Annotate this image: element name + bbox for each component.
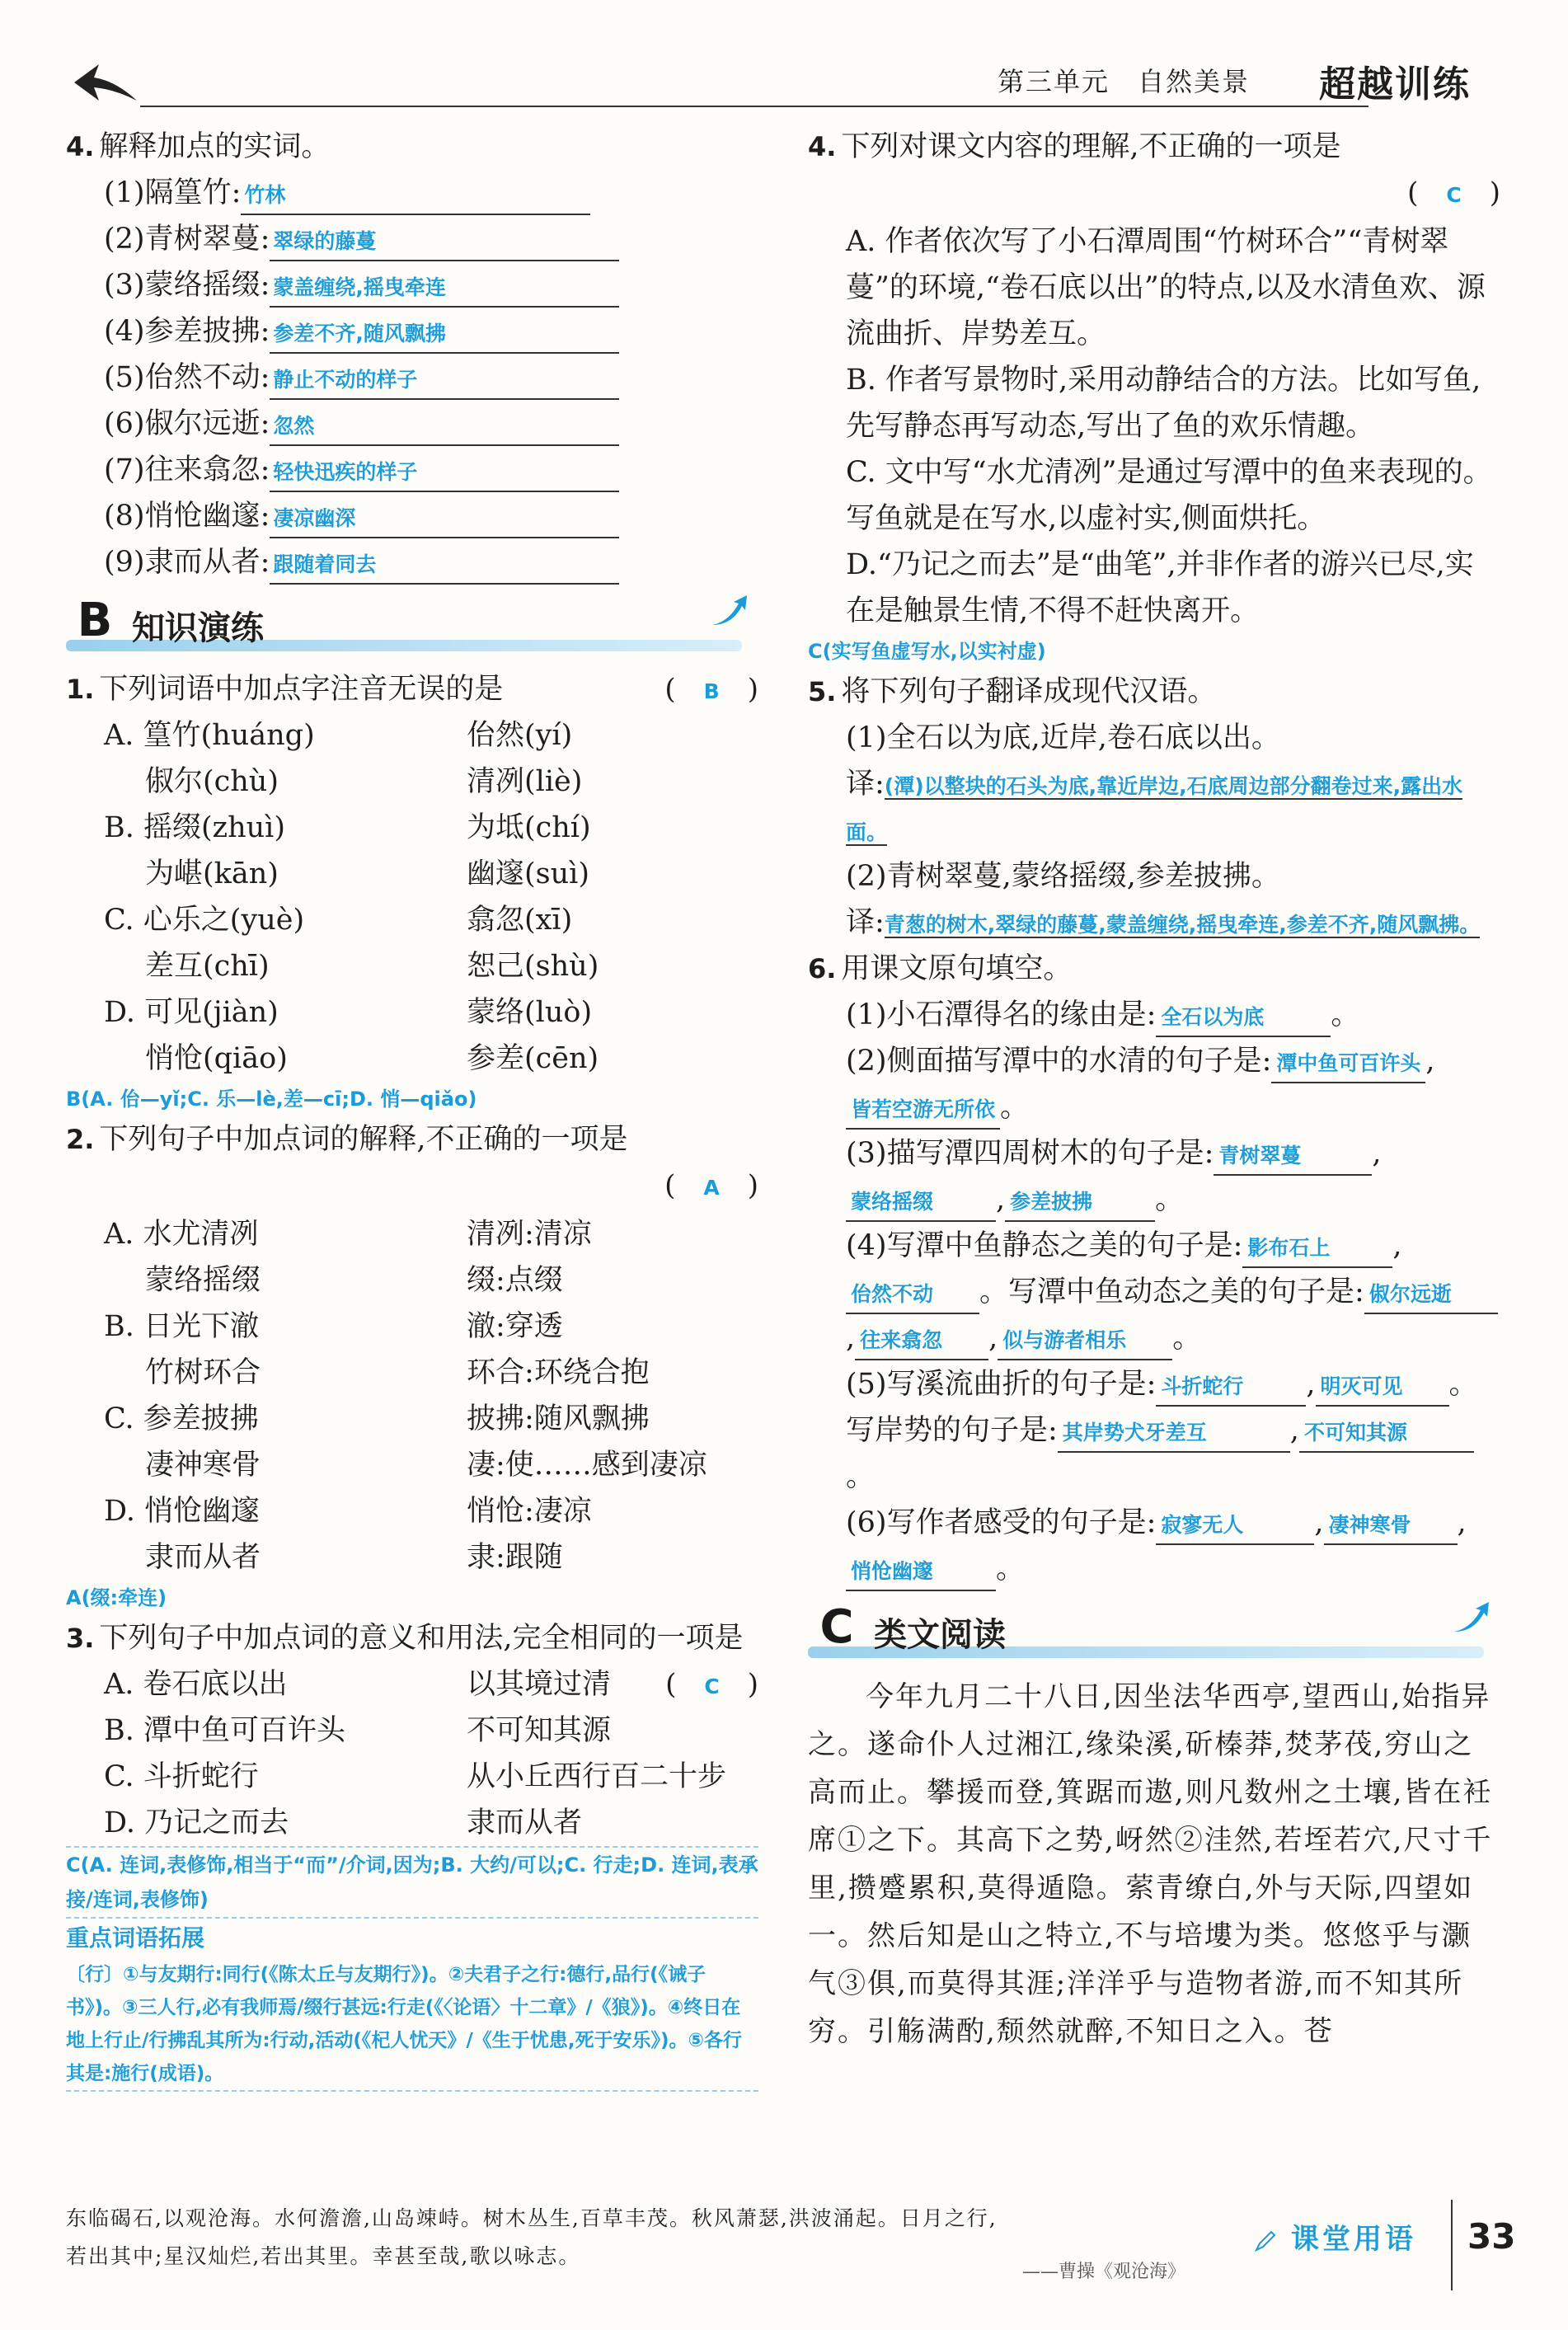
section-title: 超越训练 xyxy=(1319,63,1471,106)
explanation-item xyxy=(66,170,758,216)
question-stem: 下列句子中加点词的解释,不正确的一项是 xyxy=(99,1123,628,1156)
translation-answer-line xyxy=(808,761,1500,853)
option-row xyxy=(66,1350,758,1396)
item-answer: 蒙盖缠绕,摇曳牵连 xyxy=(270,270,619,308)
pen-icon xyxy=(1253,2229,1278,2253)
fill-answer: 俶尔远逝 xyxy=(1364,1276,1498,1314)
option-right: 从小丘西行百二十步 xyxy=(467,1760,727,1793)
footer-label-text: 课堂用语 xyxy=(1290,2223,1416,2256)
reading-passage: 今年九月二十八日,因坐法华西亭,望西山,始指异之。遂命仆人过湘江,缘染溪,斫榛莽,焚茅茷,穷山之高而止。攀援而登,箕踞而遨,则凡数州之土壤,皆在衽席①之下。其高下之势,岈然②洼然,若垤若穴,尺寸千里,攒蹙累积,莫得遁隐。萦青缭白,外与天际,四望如一。然后知是山之特立,不与培塿为类。悠悠乎与灏气③俱,而莫得其涯;洋洋乎与造物者游,而不知其所穷。引觞满酌,颓然就醉,不知日之入。苍 xyxy=(808,1680,1493,2048)
question-number: 4. xyxy=(808,131,837,162)
explanation-item xyxy=(66,262,758,308)
swoosh-arrow-icon xyxy=(1451,1599,1492,1638)
option-right: 蒙络(luò) xyxy=(467,996,593,1029)
page-footer xyxy=(66,2200,1516,2299)
option-row xyxy=(66,851,758,897)
fill-prompt: (6)写作者感受的句子是: xyxy=(846,1506,1157,1539)
item-answer: 翠绿的藤蔓 xyxy=(270,223,619,261)
item-label: (3)蒙络摇缀: xyxy=(104,269,270,302)
option-right: 悄怆:凄凉 xyxy=(467,1495,592,1528)
section-letter: C xyxy=(819,1600,854,1654)
fill-answer: 青树翠蔓 xyxy=(1214,1138,1372,1176)
item-label: (5)佁然不动: xyxy=(104,361,270,394)
explanation-item xyxy=(66,447,758,493)
translation-answer: (潭)以整块的石头为底,靠近岸边,石底周边部分翻卷过来,露出水面。 xyxy=(846,774,1463,844)
option-left: 竹树环合 xyxy=(145,1356,261,1389)
fill-answer: 凄神寒骨 xyxy=(1324,1507,1458,1545)
section-b-header xyxy=(66,592,758,655)
option-left: D. 悄怆幽邃 xyxy=(104,1495,261,1528)
option-right: 为坻(chí) xyxy=(467,811,591,844)
option-row xyxy=(66,1442,758,1488)
option-item: D.“乃记之而去”是“曲笔”,并非作者的游兴已尽,实在是触景生情,不得不赶快离开。 xyxy=(846,548,1474,627)
page-header xyxy=(66,49,1500,115)
option-row xyxy=(66,1754,758,1800)
option-right: 不可知其源 xyxy=(467,1714,612,1747)
option-row xyxy=(66,943,758,989)
fill-answer: 悄怆幽邃 xyxy=(846,1553,996,1591)
footer-label xyxy=(1253,2216,1416,2257)
fill-answer: 皆若空游无所依 xyxy=(846,1092,1000,1130)
fill-prompt: (2)侧面描写潭中的水清的句子是: xyxy=(846,1045,1272,1078)
choice-answer: A xyxy=(703,1176,720,1200)
option-left: A. 卷石底以出 xyxy=(104,1668,288,1701)
option-item: B. 作者写景物时,采用动静结合的方法。比如写鱼,先写静态再写动态,写出了鱼的欢乐情趣。 xyxy=(846,364,1481,443)
swoosh-arrow-icon xyxy=(709,592,750,632)
item-answer: 竹林 xyxy=(241,177,590,215)
answer-note: C(实写鱼虚写水,以实衬虚) xyxy=(808,640,1046,663)
footer-divider xyxy=(1451,2200,1453,2290)
question-number: 5. xyxy=(808,676,837,707)
fill-answer: 全石以为底 xyxy=(1156,999,1331,1037)
poem-line: 若出其中;星汉灿烂,若出其里。幸甚至哉,歌以咏志。 xyxy=(66,2244,581,2268)
option-left: 为嵁(kān) xyxy=(145,857,279,890)
question-number: 6. xyxy=(808,953,837,984)
item-label: (2)青树翠蔓: xyxy=(104,223,270,256)
option-right: 佁然(yí) xyxy=(467,719,573,752)
option-row xyxy=(66,1036,758,1082)
translation-sentence: (2)青树翠蔓,蒙络摇缀,参差披拂。 xyxy=(846,860,1280,893)
option-left: B. 摇缀(zhuì) xyxy=(104,811,285,844)
fill-prompt: (3)描写潭四周树木的句子是: xyxy=(846,1137,1214,1170)
answer-bracket: ( A ) xyxy=(664,1169,758,1202)
header-rule xyxy=(140,106,1368,107)
option-row xyxy=(66,1800,758,1846)
option-row xyxy=(66,989,758,1036)
item-answer: 忽然 xyxy=(270,408,619,446)
choice-answer: B xyxy=(703,679,720,703)
item-label: (9)隶而从者: xyxy=(104,546,270,579)
item-label: (4)参差披拂: xyxy=(104,315,270,348)
question-4-left xyxy=(66,124,758,170)
answer-bracket: ( B ) xyxy=(664,673,758,706)
item-label: (6)俶尔远逝: xyxy=(104,407,270,440)
question-stem: 下列词语中加点字注音无误的是 xyxy=(99,673,504,706)
option-left: B. 潭中鱼可百许头 xyxy=(104,1714,345,1747)
answer-bracket: ( C ) xyxy=(665,1668,758,1701)
option-row xyxy=(66,1488,758,1534)
option-row xyxy=(66,1257,758,1304)
translation-answer: 青葱的树木,翠绿的藤蔓,蒙盖缠绕,摇曳牵连,参差不齐,随风飘拂。 xyxy=(884,913,1481,937)
option-left: A. 篁竹(huáng) xyxy=(104,719,315,752)
translation-prefix: 译: xyxy=(846,906,885,939)
unit-title: 第三单元 自然美景 xyxy=(998,66,1251,97)
back-arrow-icon xyxy=(66,58,140,107)
option-left: 蒙络摇缀 xyxy=(145,1264,261,1297)
fill-line-3: (3)描写潭四周树木的句子是: 青树翠蔓 ,蒙络摇缀 , 参差披拂 。 xyxy=(808,1130,1500,1223)
choice-answer: C xyxy=(1446,183,1462,207)
answer-note: B(A. 佁—yǐ;C. 乐—lè,差—cī;D. 悄—qiǎo) xyxy=(66,1087,477,1111)
question-stem: 下列句子中加点词的意义和用法,完全相同的一项是 xyxy=(99,1622,744,1655)
question-b1 xyxy=(66,666,758,712)
option-right: 翕忽(xī) xyxy=(467,904,573,937)
item-answer: 跟随着同去 xyxy=(270,547,619,585)
question-number: 2. xyxy=(66,1124,95,1155)
section-c-header xyxy=(808,1599,1500,1661)
fill-answer: 佁然不动 xyxy=(846,1276,979,1314)
fill-answer: 似与游者相乐 xyxy=(998,1322,1172,1360)
option-row xyxy=(66,1396,758,1442)
option-right: 清冽:清凉 xyxy=(467,1218,592,1251)
option-left: 凄神寒骨 xyxy=(145,1449,261,1482)
fill-answer: 明灭可见 xyxy=(1316,1369,1449,1407)
explanation-item xyxy=(66,493,758,539)
option-row xyxy=(66,1534,758,1581)
option-left: 差互(chī) xyxy=(145,950,270,983)
poem-author: ——曹操《观沧海》 xyxy=(1022,2262,1186,2282)
fill-answer: 往来翕忽 xyxy=(855,1322,988,1360)
question-stem: 将下列句子翻译成现代汉语。 xyxy=(841,675,1217,708)
option-grid xyxy=(66,1661,758,1846)
answer-note: C(A. 连词,表修饰,相当于“而”/介词,因为;B. 大约/可以;C. 行走;D. 连词,表承接/连词,表修饰) xyxy=(66,1846,758,1919)
fill-line-5: (5)写溪流曲折的句子是: 斗折蛇行 , 明灭可见 。写岸势的句子是: 其岸势犬牙差互 , 不可知其源。 xyxy=(846,1368,1478,1493)
option-row xyxy=(66,712,758,759)
option-right: 披拂:随风飘拂 xyxy=(467,1402,650,1435)
option-row xyxy=(66,805,758,851)
item-label: (8)悄怆幽邃: xyxy=(104,500,270,533)
option-right: 清冽(liè) xyxy=(467,765,583,798)
option-row xyxy=(66,1211,758,1257)
question-stem: 解释加点的实词。 xyxy=(99,130,331,163)
right-column xyxy=(808,124,1500,2055)
explanation-item xyxy=(66,308,758,355)
fill-answer: 寂寥无人 xyxy=(1156,1507,1314,1545)
option-left: C. 参差披拂 xyxy=(104,1402,259,1435)
question-stem: 下列对课文内容的理解,不正确的一项是 xyxy=(841,130,1341,163)
item-label: (7)往来翕忽: xyxy=(104,453,270,486)
fill-answer: 不可知其源 xyxy=(1299,1415,1474,1453)
option-left: C. 斗折蛇行 xyxy=(104,1760,259,1793)
item-answer: 参差不齐,随风飘拂 xyxy=(270,316,619,354)
question-stem: 用课文原句填空。 xyxy=(841,952,1073,985)
option-left: 俶尔(chù) xyxy=(145,765,279,798)
item-answer: 轻快迅疾的样子 xyxy=(270,454,619,492)
fill-answer: 参差披拂 xyxy=(1005,1184,1155,1222)
question-number: 1. xyxy=(66,674,95,705)
fill-line-4: (4)写潭中鱼静态之美的句子是: 影布石上 ,佁然不动 。写潭中鱼动态之美的句子是: 俶尔远逝, 往来翕忽 , 似与游者相乐 。 xyxy=(808,1223,1500,1361)
fill-line-2: (2)侧面描写潭中的水清的句子是: 潭中鱼可百许头 ,皆若空游无所依 。 xyxy=(808,1038,1500,1130)
option-left: C. 心乐之(yuè) xyxy=(104,904,305,937)
question-6 xyxy=(808,946,1500,992)
option-right: 隶:跟随 xyxy=(467,1541,563,1574)
option-item: A. 作者依次写了小石潭周围“竹树环合”“青树翠蔓”的环境,“卷石底以出”的特点,以及水清鱼欢、源流曲折、岸势差互。 xyxy=(846,225,1486,350)
option-right: 凄:使……感到凄凉 xyxy=(467,1449,707,1482)
fill-prompt: (5)写溪流曲折的句子是: xyxy=(846,1368,1157,1401)
option-left: A. 水尤清冽 xyxy=(104,1218,259,1251)
option-grid xyxy=(66,1211,758,1581)
fill-answer: 其岸势犬牙差互 xyxy=(1058,1415,1290,1453)
choice-answer: C xyxy=(704,1675,720,1698)
option-row xyxy=(66,1304,758,1350)
section-letter: B xyxy=(77,594,113,647)
translation-list xyxy=(808,715,1500,946)
fill-answer: 潭中鱼可百许头 xyxy=(1271,1045,1425,1083)
fill-prompt: 写潭中鱼动态之美的句子是: xyxy=(1008,1275,1364,1308)
option-left: B. 日光下澈 xyxy=(104,1310,259,1343)
extension-body: 〔行〕①与友期行:同行(《陈太丘与友期行》)。②夫君子之行:德行,品行(《诫子书》)。③三人行,必有我师焉/缀行甚远:行走(《〈论语〉十二章》/《狼》)。④终日在地上行止/行拂乱其所为:行动,活动(《杞人忧天》/《生于忧患,死于安乐》)。⑤各行其是:施行(成语)。 xyxy=(66,1958,758,2092)
explanation-item xyxy=(66,539,758,585)
explanation-item xyxy=(66,401,758,447)
option-row xyxy=(66,1708,758,1754)
option-grid xyxy=(66,712,758,1082)
translation-prefix: 译: xyxy=(846,768,885,801)
explanation-item xyxy=(66,355,758,401)
fill-prompt: (4)写潭中鱼静态之美的句子是: xyxy=(846,1229,1243,1262)
answer-bracket: ( C ) xyxy=(1407,176,1500,209)
option-left: D. 乃记之而去 xyxy=(104,1806,289,1839)
word-explanation-list xyxy=(66,170,758,585)
option-left: 悄怆(qiāo) xyxy=(145,1042,288,1075)
option-right: 隶而从者 xyxy=(467,1806,583,1839)
option-right: 环合:环绕合抱 xyxy=(467,1356,650,1389)
item-answer: 凄凉幽深 xyxy=(270,500,619,538)
question-5 xyxy=(808,669,1500,715)
question-b2 xyxy=(66,1116,758,1163)
option-item: C. 文中写“水尤清冽”是通过写潭中的鱼来表现的。写鱼就是在写水,以虚衬实,侧面烘托。 xyxy=(846,456,1492,535)
question-number: 4. xyxy=(66,131,95,162)
question-4-right xyxy=(808,124,1500,170)
translation-sentence: (1)全石以为底,近岸,卷石底以出。 xyxy=(846,721,1280,754)
option-left: D. 可见(jiàn) xyxy=(104,996,279,1029)
fill-line-1: (1)小石潭得名的缘由是: 全石以为底 。 xyxy=(808,992,1500,1038)
left-column xyxy=(66,124,758,2092)
item-answer: 静止不动的样子 xyxy=(270,362,619,400)
extension-title: 重点词语拓展 xyxy=(66,1924,205,1952)
translation-answer-line xyxy=(808,900,1500,946)
fill-answer: 蒙络摇缀 xyxy=(846,1184,996,1222)
fill-answer: 斗折蛇行 xyxy=(1156,1369,1306,1407)
option-list xyxy=(808,218,1500,634)
fill-prompt: 写岸势的句子是: xyxy=(846,1414,1058,1447)
option-row xyxy=(66,759,758,805)
option-row xyxy=(66,897,758,943)
option-right: 幽邃(suì) xyxy=(467,857,590,890)
section-heading: 知识演练 xyxy=(132,609,264,647)
fill-line-6: (6)写作者感受的句子是: 寂寥无人 , 凄神寒骨 ,悄怆幽邃 。 xyxy=(808,1500,1500,1592)
section-heading: 类文阅读 xyxy=(874,1616,1006,1654)
option-right: 缀:点缀 xyxy=(467,1264,563,1297)
option-right: 澈:穿透 xyxy=(467,1310,563,1343)
option-right: 恕己(shù) xyxy=(467,950,599,983)
page-number: 33 xyxy=(1467,2216,1516,2257)
poem-line: 东临碣石,以观沧海。水何澹澹,山岛竦峙。树木丛生,百草丰茂。秋风萧瑟,洪波涌起。日月之行, xyxy=(66,2206,998,2230)
fill-prompt: (1)小石潭得名的缘由是: xyxy=(846,998,1157,1031)
answer-note: A(缀:牵连) xyxy=(66,1586,167,1609)
explanation-item xyxy=(66,216,758,262)
option-right: 参差(cēn) xyxy=(467,1042,599,1075)
option-row xyxy=(66,1661,758,1708)
fill-answer: 影布石上 xyxy=(1242,1230,1392,1268)
question-number: 3. xyxy=(66,1623,95,1654)
item-label: (1)隔篁竹: xyxy=(104,176,242,209)
option-right: 以其境过清 xyxy=(467,1668,612,1701)
option-left: 隶而从者 xyxy=(145,1541,261,1574)
